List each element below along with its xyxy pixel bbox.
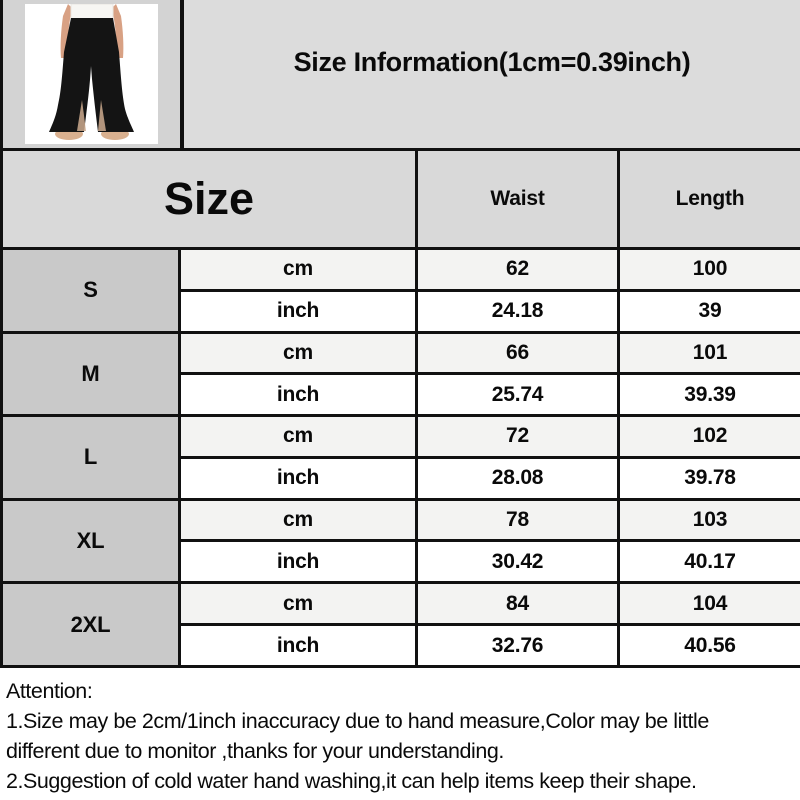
size-table [0, 148, 800, 668]
table-row [2, 583, 800, 625]
unit-cell: cm [180, 248, 417, 290]
length-inch-value: 39.39 [619, 374, 800, 416]
column-header-waist: Waist [417, 150, 619, 249]
waist-inch-value: 32.76 [417, 625, 619, 667]
waist-inch-value: 30.42 [417, 541, 619, 583]
waist-cm-value: 84 [417, 583, 619, 625]
waist-inch-value: 24.18 [417, 290, 619, 332]
table-row [2, 332, 800, 374]
waist-inch-value: 25.74 [417, 374, 619, 416]
length-cm-value: 101 [619, 332, 800, 374]
waist-cm-value: 72 [417, 416, 619, 458]
attention-title: Attention: [6, 679, 93, 703]
unit-cell: inch [180, 374, 417, 416]
table-row [2, 499, 800, 541]
size-label-xl: XL [2, 499, 180, 583]
length-inch-value: 40.56 [619, 625, 800, 667]
length-inch-value: 39 [619, 290, 800, 332]
unit-cell: cm [180, 332, 417, 374]
waist-cm-value: 66 [417, 332, 619, 374]
unit-cell: cm [180, 416, 417, 458]
attention-line: 2.Suggestion of cold water hand washing,it can help items keep their shape. [6, 769, 697, 793]
table-row [2, 416, 800, 458]
page-title: Size Information(1cm=0.39inch) [293, 46, 691, 77]
waist-inch-value: 28.08 [417, 457, 619, 499]
unit-cell: inch [180, 457, 417, 499]
size-label-m: M [2, 332, 180, 416]
unit-cell: cm [180, 499, 417, 541]
size-label-s: S [2, 248, 180, 332]
waist-cm-value: 78 [417, 499, 619, 541]
column-header-length: Length [619, 150, 800, 249]
title-cell [184, 0, 800, 148]
unit-cell: inch [180, 625, 417, 667]
attention-line: 1.Size may be 2cm/1inch inaccuracy due to hand measure,Color may be little [6, 709, 709, 733]
unit-cell: inch [180, 290, 417, 332]
length-cm-value: 103 [619, 499, 800, 541]
unit-cell: inch [180, 541, 417, 583]
column-header-size: Size [2, 150, 417, 249]
length-inch-value: 39.78 [619, 457, 800, 499]
top-banner [0, 0, 800, 148]
table-row [2, 248, 800, 290]
waist-cm-value: 62 [417, 248, 619, 290]
length-cm-value: 102 [619, 416, 800, 458]
attention-line: different due to monitor ,thanks for your understanding. [6, 739, 504, 763]
product-photo-cell [3, 0, 184, 148]
attention-section [0, 668, 800, 796]
size-label-l: L [2, 416, 180, 500]
length-cm-value: 104 [619, 583, 800, 625]
size-label-2xl: 2XL [2, 583, 180, 667]
unit-cell: cm [180, 583, 417, 625]
length-inch-value: 40.17 [619, 541, 800, 583]
product-photo [25, 4, 158, 144]
pants-photo-illustration [25, 4, 158, 144]
length-cm-value: 100 [619, 248, 800, 290]
size-table-header-row [2, 150, 800, 249]
